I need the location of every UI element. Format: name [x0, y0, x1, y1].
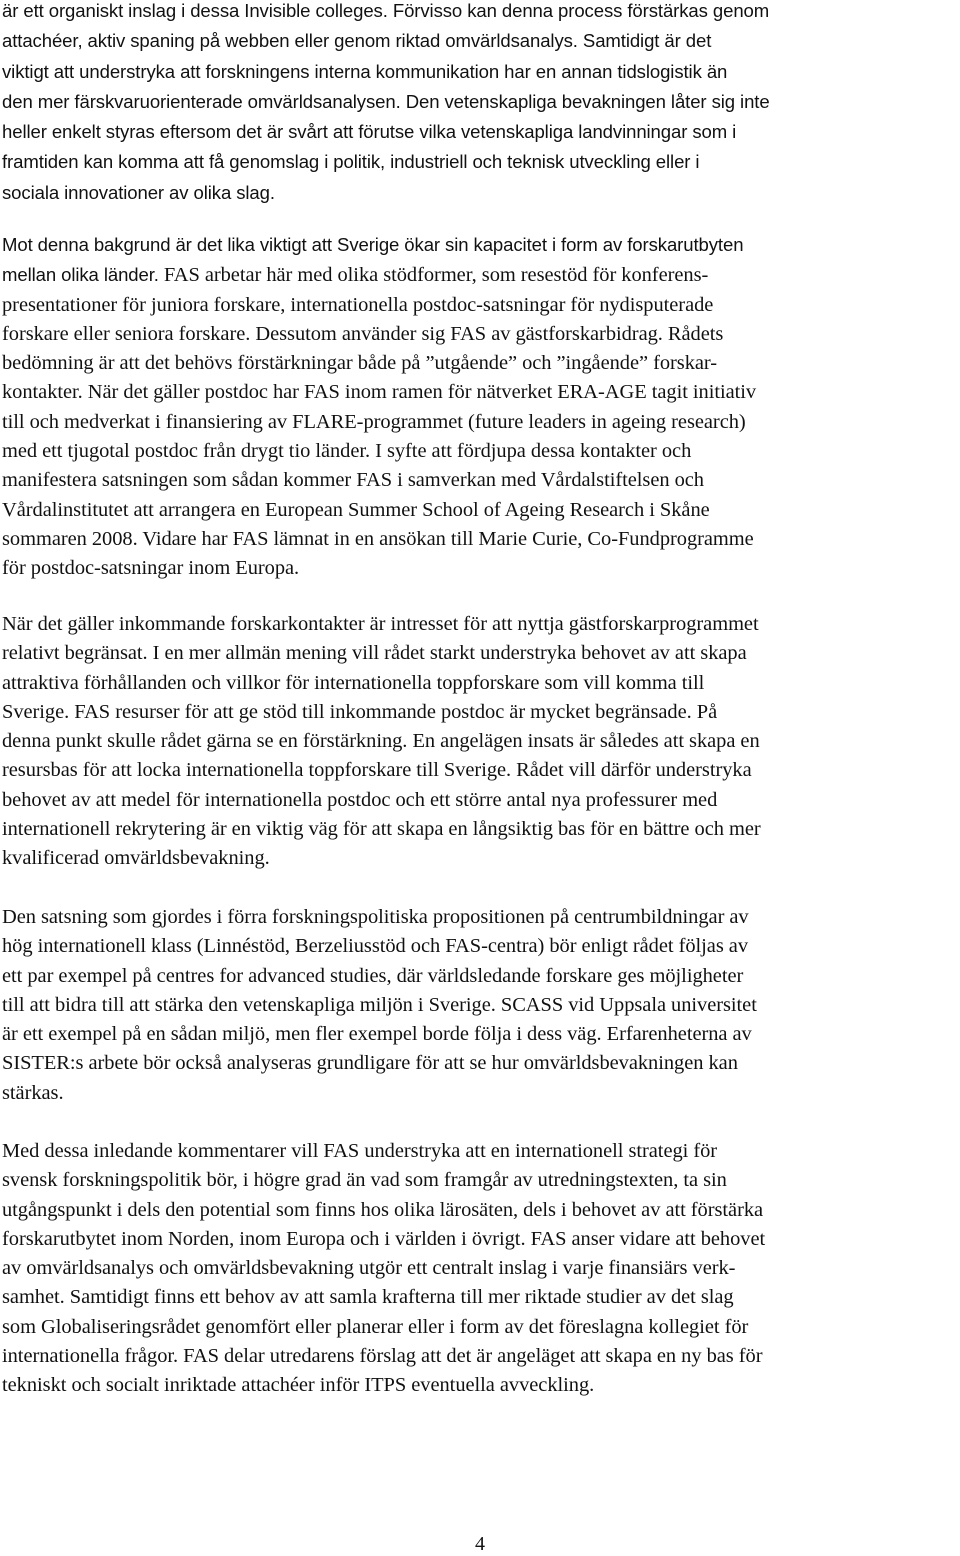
text-run: viktigt att understryka att forskningens interna kommunikation har en annan tidslogistik än	[2, 60, 728, 82]
text-run: kvalificerad omvärldsbevakning.	[2, 847, 270, 870]
text-run: till att bidra till att stärka den vetenskapliga miljön i Sverige. SCASS vid Uppsala universitet	[2, 993, 757, 1016]
text-line	[2, 147, 954, 177]
text-line	[2, 1283, 954, 1312]
text-run: svensk forskningspolitik bör, i högre grad än vad som framgår av utredningstexten, ta sin	[2, 1169, 727, 1192]
text-run: hög internationell klass (Linnéstöd, Berzeliusstöd och FAS-centra) bör enligt rådet följas av	[2, 935, 749, 958]
text-run: bedömning är att det behövs förstärkningar både på ”utgående” och ”ingående” forskar-	[2, 352, 718, 375]
text-run: tekniskt och socialt inriktade attachéer inför ITPS eventuella avveckling.	[2, 1374, 595, 1397]
text-run: samhet. Samtidigt finns ett behov av att samla krafterna till mer riktade studier av det slag	[2, 1286, 734, 1309]
text-run: sociala innovationer av olika slag.	[2, 181, 275, 203]
text-line	[2, 320, 954, 349]
paragraph-1	[2, 0, 956, 208]
text-run: resursbas för att locka internationella toppforskare till Sverige. Rådet vill därför understryka	[2, 759, 752, 782]
page-number: 4	[475, 1533, 485, 1555]
text-line	[2, 903, 954, 932]
text-line	[2, 815, 954, 844]
text-line	[2, 230, 954, 260]
text-line	[2, 26, 954, 56]
text-line	[2, 496, 954, 525]
text-line	[2, 1371, 954, 1400]
text-line	[2, 1020, 954, 1049]
text-run: relativt begränsat. I en mer allmän mening vill rådet starkt understryka behovet av att skapa	[2, 642, 747, 665]
text-line	[2, 610, 954, 639]
text-line	[2, 117, 954, 147]
text-run: stärkas.	[2, 1081, 64, 1104]
text-run: denna punkt skulle rådet gärna se en förstärkning. En angelägen insats är således att skapa en	[2, 730, 760, 753]
text-run: heller enkelt styras eftersom det är svårt att förutse vilka vetenskapliga landvinningar som i	[2, 121, 737, 143]
text-line	[2, 1137, 954, 1166]
text-run: Sverige. FAS resurser för att ge stöd till inkommande postdoc är mycket begränsade. På	[2, 700, 718, 723]
text-run: till och medverkat i finansiering av FLARE-programmet (future leaders in ageing research)	[2, 410, 746, 433]
text-line	[2, 1079, 954, 1108]
text-run: utgångspunkt i dels den potential som finns hos olika lärosäten, dels i behovet av att förstärka	[2, 1198, 764, 1221]
paragraph-5	[2, 1137, 956, 1401]
text-run: Mot denna bakgrund är det lika viktigt att Sverige ökar sin kapacitet i form av forskarutbyten	[2, 234, 744, 255]
text-line	[2, 844, 954, 873]
text-run: SISTER:s arbete bör också analyseras grundligare för att se hur omvärldsbevakningen kan	[2, 1052, 738, 1075]
text-run: presentationer för juniora forskare, internationella postdoc-satsningar för nydisputerade	[2, 293, 714, 316]
text-line	[2, 1313, 954, 1342]
text-line	[2, 57, 954, 87]
text-line	[2, 437, 954, 466]
text-line	[2, 1342, 954, 1371]
text-line	[2, 962, 954, 991]
text-line	[2, 639, 954, 668]
text-line	[2, 525, 954, 554]
text-run: av omvärldsanalys och omvärldsbevakning utgör ett centralt inslag i varje finansiärs verk-	[2, 1257, 736, 1280]
text-run: forskarutbytet inom Norden, inom Europa och i världen i övrigt. FAS anser vidare att behovet	[2, 1227, 766, 1250]
text-line	[2, 260, 954, 290]
text-run: är ett exempel på en sådan miljö, men fler exempel borde följa i dess väg. Erfarenheterna av	[2, 1023, 752, 1046]
text-line	[2, 1196, 954, 1225]
text-run: Den satsning som gjordes i förra forskningspolitiska propositionen på centrumbildningar av	[2, 906, 749, 928]
text-run: attachéer, aktiv spaning på webben eller genom riktad omvärldsanalys. Samtidigt är det	[2, 30, 712, 52]
text-line	[2, 178, 954, 208]
text-run: manifestera satsningen som sådan kommer FAS i samverkan med Vårdalstiftelsen och	[2, 469, 704, 492]
text-run: Med dessa inledande kommentarer vill FAS understryka att en internationell strategi för	[2, 1140, 718, 1162]
text-line	[2, 698, 954, 727]
text-line	[2, 669, 954, 698]
text-run: internationell rekrytering är en viktig väg för att skapa en långsiktig bas för en bättre och mer	[2, 818, 761, 841]
text-run: Vårdalinstitutet att arrangera en European Summer School of Ageing Research i Skåne	[2, 498, 710, 521]
text-run: som Globaliseringsrådet genomfört eller planerar eller i form av det föreslagna kollegiet för	[2, 1315, 749, 1338]
text-run: för postdoc-satsningar inom Europa.	[2, 557, 300, 580]
text-run: attraktiva förhållanden och villkor för internationella toppforskare som vill komma till	[2, 671, 705, 694]
text-run: den mer färskvaruorienterade omvärldsanalysen. Den vetenskapliga bevakningen låter sig inte	[2, 90, 770, 112]
paragraph-2	[2, 230, 956, 584]
text-line	[2, 786, 954, 815]
text-run: FAS arbetar här med olika stödformer, som resestöd för konferens-	[163, 264, 709, 287]
text-line	[2, 756, 954, 785]
text-line	[2, 932, 954, 961]
text-line	[2, 1254, 954, 1283]
text-run: När det gäller inkommande forskarkontakter är intresset för att nyttja gästforskarprogrammet	[2, 613, 759, 635]
text-line	[2, 378, 954, 407]
text-line	[2, 727, 954, 756]
text-run: mellan olika länder.	[2, 264, 164, 286]
text-line	[2, 291, 954, 320]
text-run: är ett organiskt inslag i dessa Invisible colleges. Förvisso kan denna process förstärkas genom	[2, 0, 770, 21]
text-run: framtiden kan komma att få genomslag i politik, industriell och teknisk utveckling eller i	[2, 151, 700, 173]
paragraph-3	[2, 610, 956, 874]
text-line	[2, 408, 954, 437]
text-line	[2, 1225, 954, 1254]
text-line	[2, 0, 954, 26]
text-line	[2, 1166, 954, 1195]
text-line	[2, 349, 954, 378]
text-run: internationella frågor. FAS delar utredarens förslag att det är angeläget att skapa en ny bas för	[2, 1345, 763, 1368]
text-line	[2, 991, 954, 1020]
text-run: sommaren 2008. Vidare har FAS lämnat in en ansökan till Marie Curie, Co-Fundprogramme	[2, 527, 754, 550]
text-run: forskare eller seniora forskare. Dessutom använder sig FAS av gästforskarbidrag. Rådets	[2, 322, 724, 345]
paragraph-4	[2, 903, 956, 1108]
text-line	[2, 1049, 954, 1078]
text-run: med ett tjugotal postdoc från drygt tio länder. I syfte att fördjupa dessa kontakter och	[2, 440, 692, 463]
text-line	[2, 87, 954, 117]
text-line	[2, 554, 954, 583]
text-run: ett par exempel på centres for advanced studies, där världsledande forskare ges möjligheter	[2, 964, 744, 987]
text-run: behovet av att medel för internationella postdoc och ett större antal nya professurer med	[2, 788, 718, 811]
text-run: kontakter. När det gäller postdoc har FAS inom ramen för nätverket ERA-AGE tagit initiativ	[2, 381, 757, 404]
text-line	[2, 466, 954, 495]
